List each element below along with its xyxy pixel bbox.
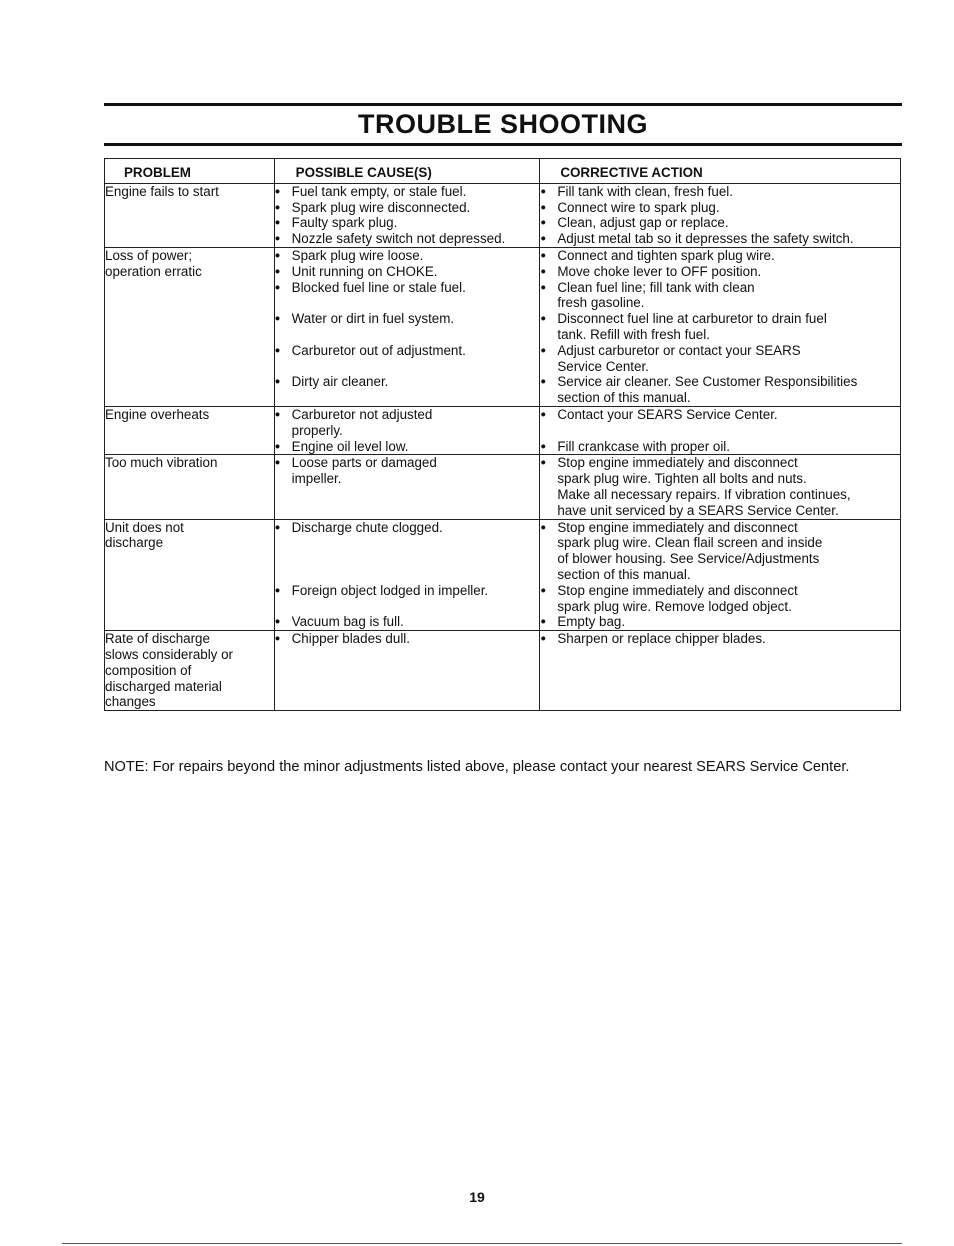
action-item-line: ● Connect and tighten spark plug wire. bbox=[557, 247, 775, 263]
problem-text: slows considerably or bbox=[105, 646, 234, 662]
actions-cell bbox=[540, 247, 901, 406]
action-item-line: ● Fill tank with clean, fresh fuel. bbox=[557, 183, 733, 199]
cause-item-line: ● Chipper blades dull. bbox=[291, 631, 410, 647]
cause-item bbox=[275, 407, 540, 439]
problem-cell bbox=[105, 247, 275, 406]
action-item-line: section of this manual. bbox=[557, 566, 691, 582]
action-item bbox=[540, 264, 900, 280]
problem-text: discharge bbox=[105, 535, 164, 551]
action-item-line: ● Adjust metal tab so it depresses the safety switch. bbox=[557, 231, 854, 247]
cause-item-line: ● Nozzle safety switch not depressed. bbox=[291, 231, 506, 247]
cause-item bbox=[275, 311, 540, 327]
troubleshooting-table bbox=[104, 158, 901, 711]
problem-text: Too much vibration bbox=[105, 455, 218, 471]
cause-item-line: ● Dirty air cleaner. bbox=[291, 374, 389, 390]
table-row bbox=[105, 247, 901, 406]
action-item-line: have unit serviced by a SEARS Service Center. bbox=[557, 502, 839, 518]
cause-item-line: ● Spark plug wire loose. bbox=[291, 247, 424, 263]
problem-text: Engine overheats bbox=[105, 406, 210, 422]
action-item-line: Service Center. bbox=[557, 358, 649, 374]
actions-cell bbox=[540, 519, 901, 631]
problem-text: operation erratic bbox=[105, 263, 202, 279]
actions-cell bbox=[540, 183, 901, 247]
cause-item-line: properly. bbox=[291, 422, 343, 438]
cause-item bbox=[275, 614, 540, 630]
table-row bbox=[105, 519, 901, 631]
problem-cell bbox=[105, 455, 275, 519]
title-rule-bottom bbox=[104, 143, 902, 146]
action-item-line: ● Sharpen or replace chipper blades. bbox=[557, 631, 766, 647]
cause-item-line: ● Vacuum bag is full. bbox=[291, 614, 404, 630]
problem-text: Engine fails to start bbox=[105, 183, 219, 199]
table-row bbox=[105, 406, 901, 454]
table-header-row bbox=[105, 159, 901, 184]
action-item bbox=[540, 343, 900, 375]
title-rule-top bbox=[104, 103, 902, 106]
action-item-line: section of this manual. bbox=[557, 390, 691, 406]
action-item bbox=[540, 215, 900, 231]
cause-item-line: ● Discharge chute clogged. bbox=[291, 519, 443, 535]
problem-text: composition of bbox=[105, 662, 192, 678]
cause-item-line: ● Carburetor not adjusted bbox=[291, 406, 433, 422]
action-item-line: ● Disconnect fuel line at carburetor to drain fuel bbox=[557, 311, 827, 327]
causes-cell bbox=[274, 247, 540, 406]
action-item-line: ● Fill crankcase with proper oil. bbox=[557, 438, 730, 454]
action-item-line: ● Empty bag. bbox=[557, 614, 626, 630]
action-item bbox=[540, 200, 900, 216]
causes-cell bbox=[274, 631, 540, 711]
footer-rule bbox=[62, 1243, 902, 1244]
page-title: TROUBLE SHOOTING bbox=[358, 109, 648, 139]
table-row bbox=[105, 183, 901, 247]
problem-text: changes bbox=[105, 694, 156, 710]
action-item bbox=[540, 583, 900, 615]
action-item-line: ● Move choke lever to OFF position. bbox=[557, 263, 762, 279]
actions-cell bbox=[540, 455, 901, 519]
cause-item-line: ● Foreign object lodged in impeller. bbox=[291, 582, 489, 598]
action-item-line: ● Adjust carburetor or contact your SEARS bbox=[557, 342, 801, 358]
action-item-line: tank. Refill with fresh fuel. bbox=[557, 326, 710, 342]
problem-cell bbox=[105, 631, 275, 711]
cause-item-line: ● Faulty spark plug. bbox=[291, 215, 398, 231]
action-item-line: of blower housing. See Service/Adjustments bbox=[557, 551, 820, 567]
action-item bbox=[540, 439, 900, 455]
action-item-line: ● Stop engine immediately and disconnect bbox=[557, 455, 798, 471]
cause-item bbox=[275, 184, 540, 200]
cause-item bbox=[275, 280, 540, 296]
problem-cell bbox=[105, 519, 275, 631]
action-item bbox=[540, 280, 900, 312]
actions-cell bbox=[540, 631, 901, 711]
problem-text: Unit does not bbox=[105, 519, 184, 535]
action-item bbox=[540, 248, 900, 264]
action-item-line: Make all necessary repairs. If vibration continues, bbox=[557, 486, 851, 502]
cause-item bbox=[275, 520, 540, 536]
causes-cell bbox=[274, 406, 540, 454]
cause-item-line: ● Water or dirt in fuel system. bbox=[291, 311, 455, 327]
cause-item bbox=[275, 455, 540, 487]
action-item bbox=[540, 311, 900, 343]
table-row bbox=[105, 455, 901, 519]
cause-item bbox=[275, 374, 540, 390]
action-item-line: spark plug wire. Tighten all bolts and nuts. bbox=[557, 471, 807, 487]
action-item-line: ● Stop engine immediately and disconnect bbox=[557, 582, 798, 598]
cause-item bbox=[275, 439, 540, 455]
cause-item bbox=[275, 231, 540, 247]
action-item-line: ● Contact your SEARS Service Center. bbox=[557, 406, 778, 422]
action-item-line: spark plug wire. Remove lodged object. bbox=[557, 598, 792, 614]
cause-item-line: ● Engine oil level low. bbox=[291, 438, 409, 454]
action-item-line: fresh gasoline. bbox=[557, 295, 645, 311]
cause-item-line: ● Fuel tank empty, or stale fuel. bbox=[291, 183, 467, 199]
cause-item bbox=[275, 583, 540, 599]
cause-item-line: impeller. bbox=[291, 471, 342, 487]
problem-cell bbox=[105, 406, 275, 454]
cause-item bbox=[275, 215, 540, 231]
repair-note: NOTE: For repairs beyond the minor adjustments listed above, please contact your nearest SEARS Service Center. bbox=[104, 759, 850, 775]
action-item bbox=[540, 407, 900, 423]
header-problem: PROBLEM bbox=[105, 159, 275, 184]
causes-cell bbox=[274, 183, 540, 247]
problem-text: discharged material bbox=[105, 678, 222, 694]
action-item bbox=[540, 631, 900, 647]
cause-item-line: ● Spark plug wire disconnected. bbox=[291, 199, 471, 215]
action-item bbox=[540, 374, 900, 406]
action-item-line: ● Clean, adjust gap or replace. bbox=[557, 215, 729, 231]
cause-item-line: ● Loose parts or damaged bbox=[291, 455, 437, 471]
action-item bbox=[540, 231, 900, 247]
action-item-line: ● Connect wire to spark plug. bbox=[557, 199, 720, 215]
problem-cell bbox=[105, 183, 275, 247]
header-actions: CORRECTIVE ACTION bbox=[540, 159, 901, 184]
action-item bbox=[540, 614, 900, 630]
problem-text: Rate of discharge bbox=[105, 631, 210, 647]
problem-text: Loss of power; bbox=[105, 247, 193, 263]
action-item-line: spark plug wire. Clean flail screen and inside bbox=[557, 535, 823, 551]
action-item bbox=[540, 184, 900, 200]
cause-item bbox=[275, 248, 540, 264]
action-item-line: ● Service air cleaner. See Customer Responsibilities bbox=[557, 374, 858, 390]
causes-cell bbox=[274, 519, 540, 631]
action-item-line: ● Clean fuel line; fill tank with clean bbox=[557, 279, 755, 295]
cause-item-line: ● Unit running on CHOKE. bbox=[291, 263, 438, 279]
action-item bbox=[540, 455, 900, 518]
header-causes: POSSIBLE CAUSE(S) bbox=[274, 159, 540, 184]
action-item-line: ● Stop engine immediately and disconnect bbox=[557, 519, 798, 535]
cause-item bbox=[275, 264, 540, 280]
cause-item bbox=[275, 343, 540, 359]
cause-item bbox=[275, 200, 540, 216]
cause-item bbox=[275, 631, 540, 647]
actions-cell bbox=[540, 406, 901, 454]
action-item bbox=[540, 520, 900, 583]
table-row bbox=[105, 631, 901, 711]
causes-cell bbox=[274, 455, 540, 519]
cause-item-line: ● Blocked fuel line or stale fuel. bbox=[291, 279, 466, 295]
page-number: 19 bbox=[469, 1189, 485, 1205]
cause-item-line: ● Carburetor out of adjustment. bbox=[291, 342, 466, 358]
